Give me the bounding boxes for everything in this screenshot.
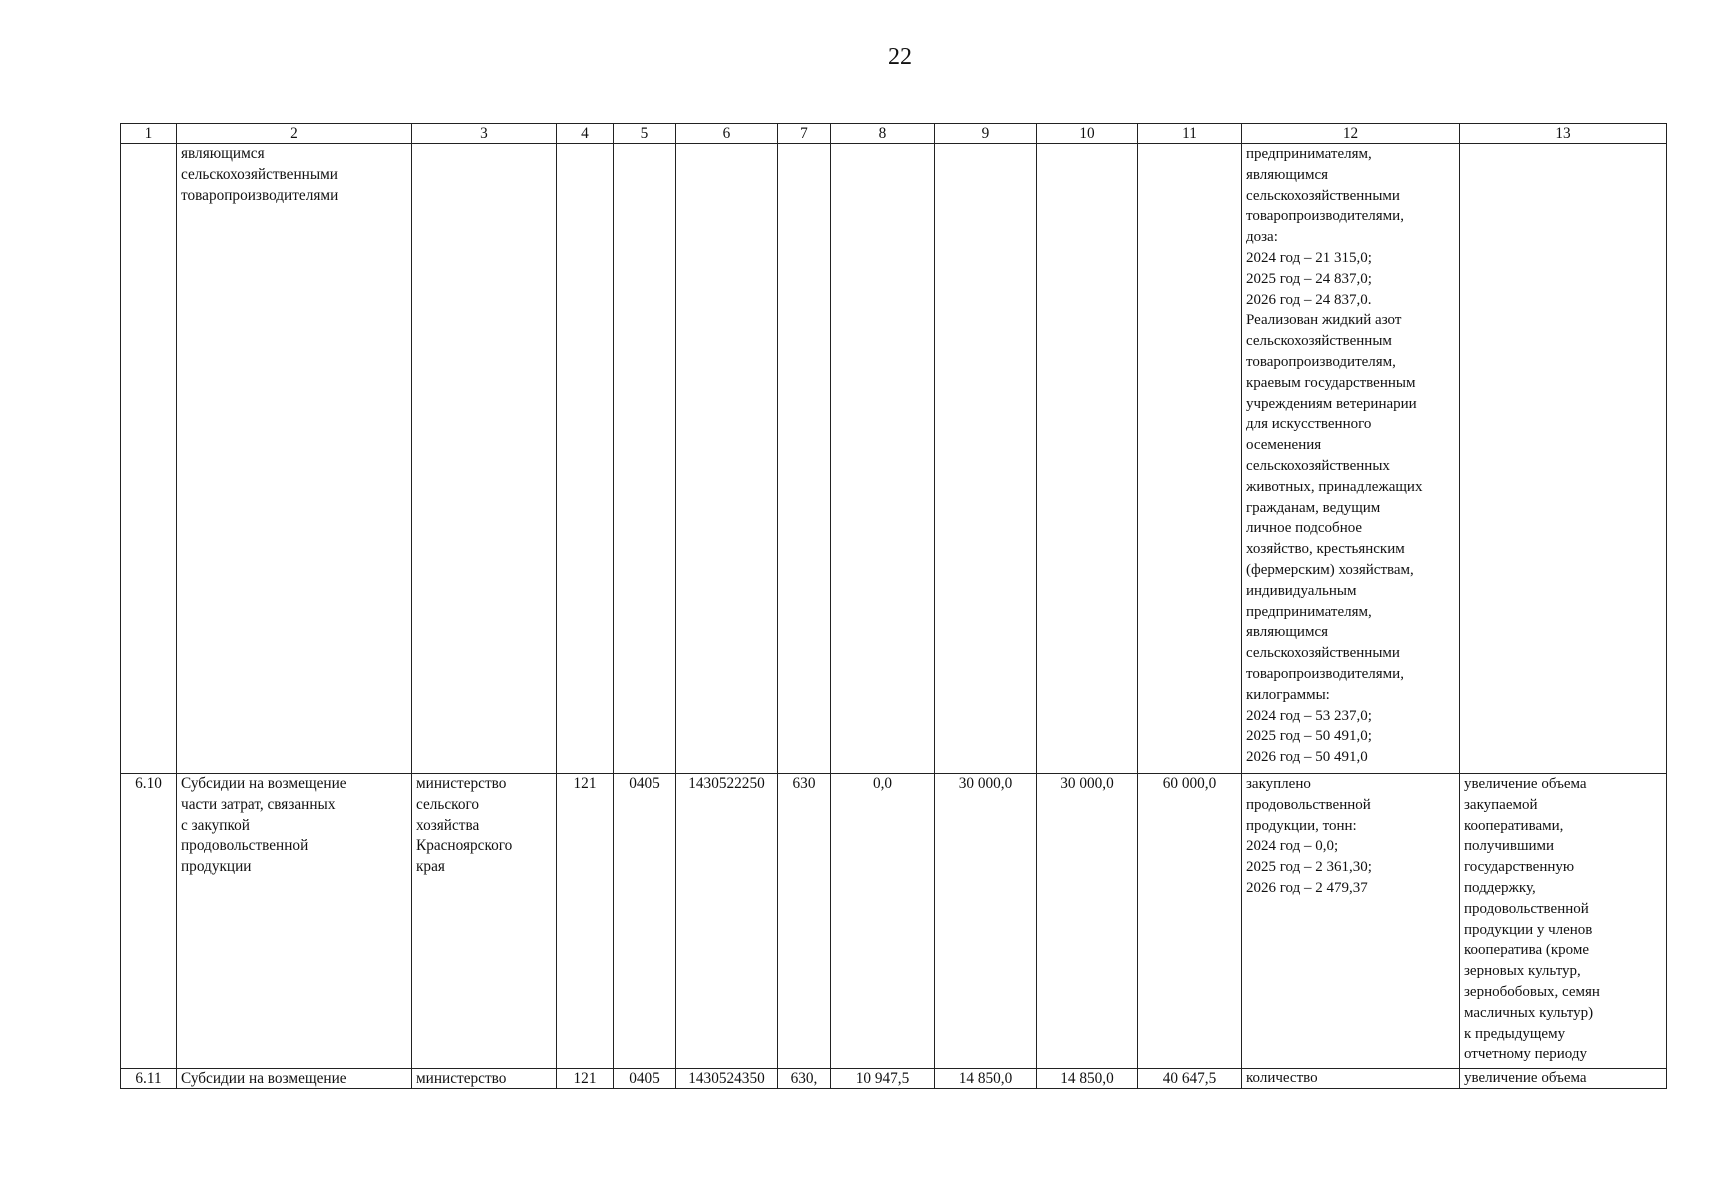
cell-total: 60 000,0 [1138,774,1242,1069]
cell-csr: 1430524350 [676,1069,778,1089]
program-table [120,123,1667,1089]
cell-grbs [557,144,614,774]
cell-executor: министерство сельского хозяйства Красноярского края [412,774,557,1069]
header-cell: 13 [1460,124,1667,144]
header-cell: 7 [778,124,831,144]
cell-2024: 0,0 [831,774,935,1069]
page-number: 22 [888,44,912,70]
header-cell: 10 [1037,124,1138,144]
cell-number [121,144,177,774]
cell-executor [412,144,557,774]
cell-rzpr [614,144,676,774]
cell-2025: 14 850,0 [935,1069,1037,1089]
cell-csr [676,144,778,774]
cell-measure-name: Субсидии на возмещение [177,1069,412,1089]
cell-indicator: предпринимателям, являющимся сельскохозяйственными товаропроизводителями, доза: 2024 год – 21 315,0; 2025 год – 24 837,0; 2026 год – 24 837,0. Реализован жидкий азот сельскохозяйственным товаропроизводителям, краевым государственным учреждениям ветеринарии для искусственного осеменения сельскохозяйственных животных, принадлежащих гражданам, ведущим личное подсобное хозяйство, крестьянским (фермерским) хозяйствам, индивидуальным предпринимателям, являющимся сельскохозяйственными товаропроизводителями, килограммы: 2024 год – 53 237,0; 2025 год – 50 491,0; 2026 год – 50 491,0 [1242,144,1460,774]
cell-csr: 1430522250 [676,774,778,1069]
cell-vr: 630 [778,774,831,1069]
cell-total: 40 647,5 [1138,1069,1242,1089]
cell-total [1138,144,1242,774]
cell-2025 [935,144,1037,774]
header-cell: 6 [676,124,778,144]
column-number-row [121,124,1667,144]
cell-vr: 630, [778,1069,831,1089]
cell-grbs: 121 [557,1069,614,1089]
cell-2024: 10 947,5 [831,1069,935,1089]
cell-executor: министерство [412,1069,557,1089]
table-row-6-11 [121,1069,1667,1089]
cell-result: увеличение объема [1460,1069,1667,1089]
table-row-continuation [121,144,1667,774]
header-cell: 3 [412,124,557,144]
header-cell: 12 [1242,124,1460,144]
header-cell: 1 [121,124,177,144]
cell-measure-name: Субсидии на возмещение части затрат, связанных с закупкой продовольственной продукции [177,774,412,1069]
cell-vr [778,144,831,774]
cell-2025: 30 000,0 [935,774,1037,1069]
cell-measure-name: являющимся сельскохозяйственными товаропроизводителями [177,144,412,774]
header-cell: 5 [614,124,676,144]
cell-rzpr: 0405 [614,1069,676,1089]
cell-2024 [831,144,935,774]
cell-rzpr: 0405 [614,774,676,1069]
cell-result: увеличение объема закупаемой кооперативами, получившими государственную поддержку, продовольственной продукции у членов кооператива (кроме зерновых культур, зернобобовых, семян масличных культур) к предыдущему отчетному периоду [1460,774,1667,1069]
header-cell: 2 [177,124,412,144]
header-cell: 11 [1138,124,1242,144]
cell-2026: 14 850,0 [1037,1069,1138,1089]
cell-result [1460,144,1667,774]
cell-grbs: 121 [557,774,614,1069]
table-row-6-10 [121,774,1667,1069]
cell-2026: 30 000,0 [1037,774,1138,1069]
cell-2026 [1037,144,1138,774]
cell-number: 6.11 [121,1069,177,1089]
header-cell: 8 [831,124,935,144]
cell-number: 6.10 [121,774,177,1069]
cell-indicator: закуплено продовольственной продукции, тонн: 2024 год – 0,0; 2025 год – 2 361,30; 2026 год – 2 479,37 [1242,774,1460,1069]
header-cell: 9 [935,124,1037,144]
header-cell: 4 [557,124,614,144]
cell-indicator: количество [1242,1069,1460,1089]
